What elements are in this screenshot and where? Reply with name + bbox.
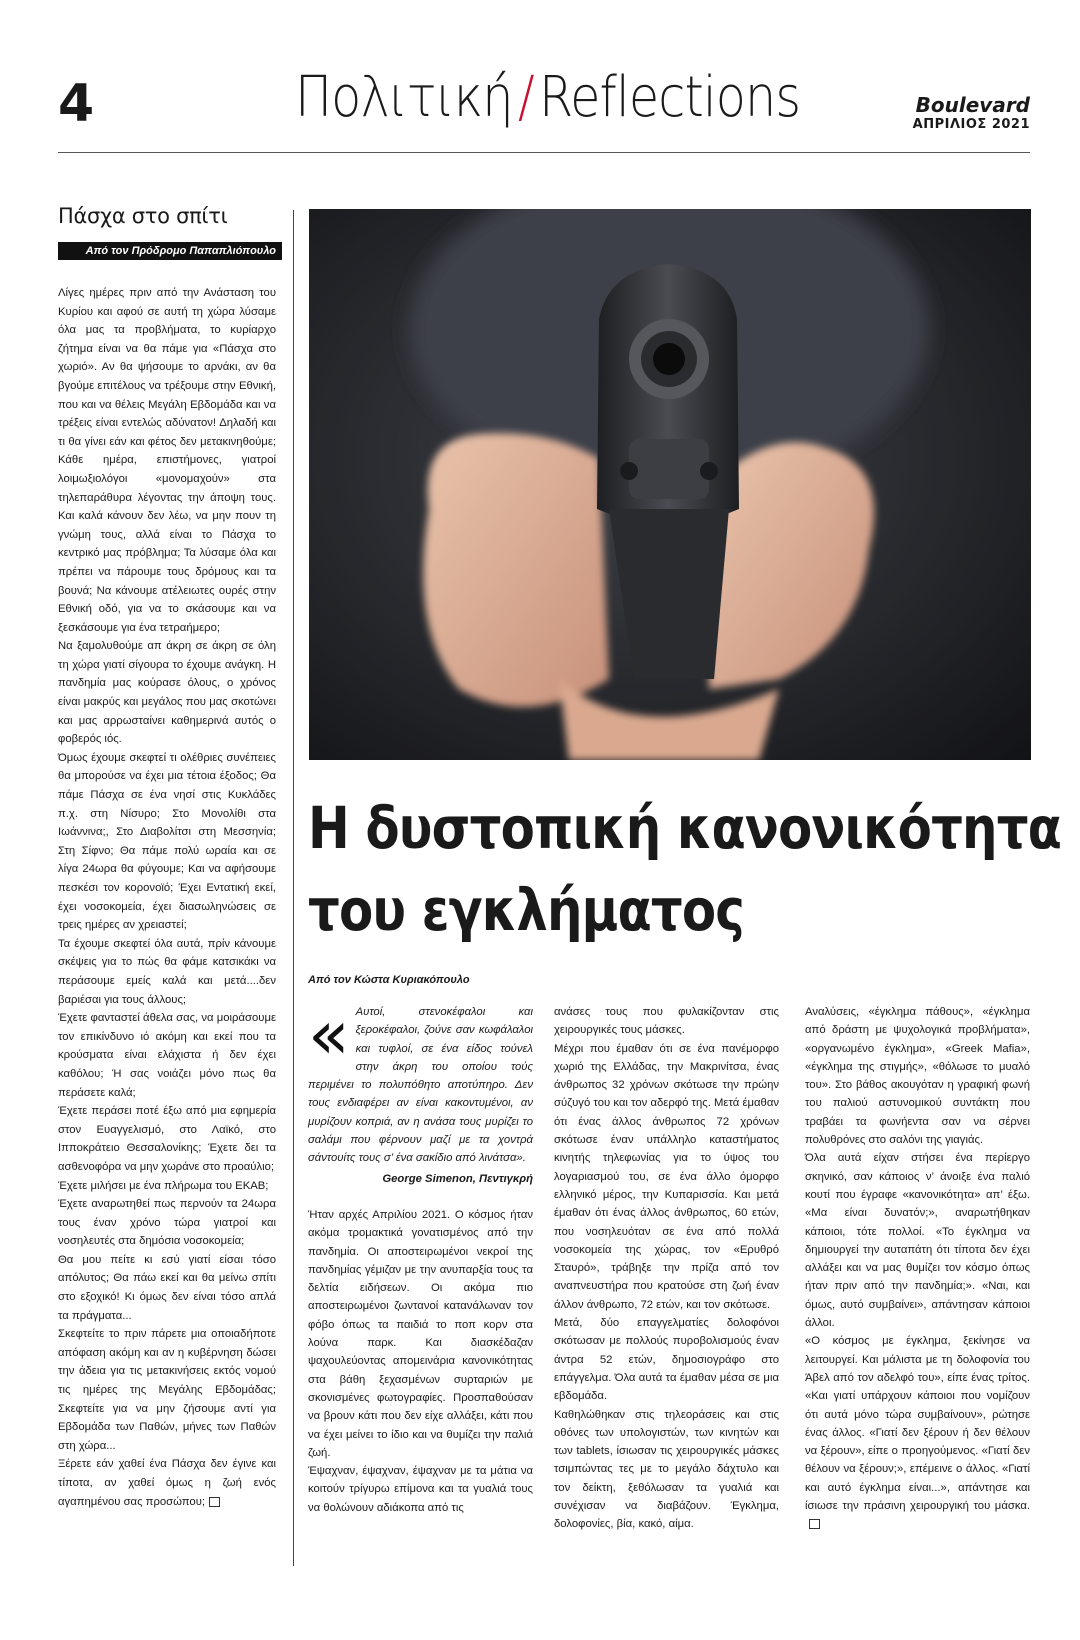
brand-block — [913, 94, 1030, 134]
sidebar-byline: Από τον Πρόδρομο Παπαπλιόπουλο — [58, 242, 282, 260]
brand-logo: Boulevard — [915, 93, 1030, 117]
article-headline — [308, 787, 1062, 951]
article-paragraph — [805, 1332, 1030, 1533]
sidebar-paragraph: Έχετε περάσει ποτέ έξω από μια εφημερία στον Ευαγγελισμό, στο Λαϊκό, στο Ιπποκράτειο Θεσσαλονίκης; Έχετε δει τα ασθενοφόρα να μην χωράνε στο προαύλιο; — [58, 1105, 276, 1173]
article-paragraph: Ήταν αρχές Απριλίου 2021. Ο κόσμος ήταν ακόμα τρομακτικά γονατισμένος από την πανδημία. Οι αποστειρωμένοι νεκροί της πανδημίας γέμιζαν με την ανυπαρξία τους τα δελτία ειδήσεων. Οι ακόμα πιο αποστειρωμένοι ζωντανοί κατανάλωναν τον φόβο όπως τα παιδιά το ποπ κορν στα λούνα παρκ. Και διασκέδαζαν ψαχουλεύοντας απομεινάρια κανονικότητας στα βάθη ξεχασμένων συρταριών με σκονισμένες φωτογραφίες. Προσπαθούσαν να βρουν κάτι που δεν είχε αλλάξει, κάτι που να έχει μείνει το ίδιο και να θυμίζει την παλιά ζωή. — [308, 1208, 533, 1459]
article-paragraph: Μετά, δύο επαγγελματίες δολοφόνοι σκότωσαν με πολλούς πυροβολισμούς έναν άντρα 52 ετών, δημοσιογράφο στο επάγγελμα. Όλα αυτά τα έμαθαν μέσα σε μια εβδομάδα. — [554, 1317, 779, 1403]
column-divider — [293, 210, 294, 1566]
sidebar-paragraph: Λίγες ημέρες πριν από την Ανάσταση του Κυρίου και αφού σε αυτή τη χώρα λύσαμε όλα μας τα προβλήματα, το κυρίαρχο ζήτημα είναι να θα πάμε για «Πάσχα στο χωριό». Αν θα ψήσουμε το αρνάκι, αν θα βγούμε επιτέλους να τρέξουμε στην Εθνική, που και να θέλεις Μεγάλη Εβδομάδα και να τρέξεις είναι εντελώς αδύνατον! Δηλαδή και τι θα γίνει εάν και φέτος δεν μετακινηθούμε; Κάθε ημέρα, επιστήμονες, γιατροί λοιμωξιολόγοι «μονομαχούν» στα τηλεπαράθυρα λέγοντας την άποψη τους. Και καλά κάνουν δεν λέω, να μην πουν τη γνώμη τους, αλλά είναι το Πάσχα το κεντρικό μας πρόβλημα; Τα λύσαμε όλα και πρέπει να πάρουμε τους δρόμους και τα βουνά; Να κάνουμε ατέλειωτες ουρές στην Εθνική οδό, για να το σκάσουμε και να ξεσκάσουμε για ένα τετραήμερο; — [58, 287, 276, 634]
header-divider — [58, 152, 1030, 153]
hero-photo-pistol — [309, 209, 1031, 760]
sidebar-paragraph: Σκεφτείτε το πριν πάρετε μια οποιαδήποτε απόφαση ακόμη και αν η κυβέρνηση δώσει την άδεια για τις μετακινήσεις εκτός νομού τις ημέρες της Μεγάλης Εβδομάδας; Σκεφτείτε για να μην ζήσουμε αντί για Εβδομάδα των Παθών, μήνες των Παθών στη χώρα... — [58, 1328, 276, 1452]
section-title-en: Reflections — [538, 65, 801, 130]
article-paragraph: Μέχρι που έμαθαν ότι σε ένα πανέμορφο χωριό της Ελλάδας, την Μακρινίτσα, ένας άνθρωπος 32 χρόνων σκότωσε την πρώην σύζυγό του και τον αδερφό της. Μετά έμαθαν ότι ένας άλλος άνθρωπος 72 χρόνων σκότωσε έναν υπάλληλο καταστήματος κινητής τηλεφωνίας για το ύψος του λογαριασμού του, σε ένα άλλο όμορφο ελληνικό μέρος, την Κυπαρισσία. Και μετά έμαθαν ότι ένας άλλος άνθρωπος, 60 ετών, που νοσηλευόταν σε ένα από πολλά νοσοκομεία της χώρας, τον «Ερυθρό Σταυρό», τράβηξε την πρίζα από τον αναπνευστήρα που κρατούσε στη ζωή έναν άλλον άνθρωπο, 72 ετών, και τον σκότωσε. — [554, 1042, 779, 1311]
article-paragraph: Έψαχναν, έψαχναν, έψαχναν με τα μάτια να κοιτούν τρίγυρω επίμονα και τα γυαλιά τους να θολώνουν αδιάκοπα από τις — [308, 1465, 533, 1514]
quote-mark: « — [308, 996, 350, 1075]
sidebar-paragraph: Να ξαμολυθούμε απ άκρη σε άκρη σε όλη τη χώρα γιατί σίγουρα το έχουμε ανάγκη. Η πανδημία μας κούρασε όλους, ο χρόνος είναι μακρύς και μεγάλος που μας σκοτώνει και μας αρρωσταίνει καθημερινά αυτός ο φοβερός ιός. — [58, 640, 276, 746]
sidebar-article-body — [58, 284, 276, 1511]
sidebar-paragraph — [58, 1455, 276, 1511]
article-column-3 — [805, 1003, 1030, 1534]
headline-line-1: Η δυστοπική κανονικότητα — [308, 794, 1062, 862]
sidebar-title: Πάσχα στο σπίτι — [58, 204, 228, 228]
headline-line-2: του εγκλήματος — [308, 876, 745, 944]
pistol-illustration — [309, 209, 1031, 760]
sidebar-paragraph: Έχετε φανταστεί άθελα σας, να μοιράσουμε τον επικίνδυνο ιό ακόμη και εκεί που τα κρούσματα είναι ελάχιστα ή δεν έχει καθόλου; Ή σας νοιάζει μόνο πως θα περάσετε καλά; — [58, 1012, 276, 1099]
sidebar-paragraph: Όμως έχουμε σκεφτεί τι ολέθριες συνέπειες θα μπορούσε να έχει μια τέτοια έξοδος; Θα πάμε Πάσχα σε ένα νησί στις Κυκλάδες π.χ. στη Νίσυρο; Στο Μονολίθι στα Ιωάννινα;, Στο Διαβολίτσι στη Μεσσηνία; Στη Σίφνο; Θα πάμε πολύ ωραία και σε λίγα 24ωρα θα φύγουμε; Και να αφήσουμε πεσκέσι τον κορονοϊό; Έχει Εντατική εκεί, έχει νοσοκομεία, έχει διασωληνώσεις σε τρεις ημέρες αν χρειαστεί; — [58, 751, 276, 932]
section-title: Πολιτική — [295, 65, 513, 130]
sidebar-paragraph: Τα έχουμε σκεφτεί όλα αυτά, πρίν κάνουμε σκέψεις για το πώς θα φάμε κατσικάκι να περάσουμε εμείς καλά και μετά....δεν βαριέσαι για τους άλλους; — [58, 937, 276, 1006]
page-number: 4 — [58, 74, 95, 134]
issue-date: ΑΠΡΙΛΙΟΣ 2021 — [912, 117, 1030, 132]
article-column-1 — [308, 996, 533, 1517]
end-square-icon — [809, 1519, 820, 1529]
quote-text: Αυτοί, στενοκέφαλοι και ξεροκέφαλοι, ζούνε σαν κωφάλαλοι και τυφλοί, σε ένα είδος τούνελ στην άκρη του οποίου τούς περιμένει το πολυπόθητο αποτύπηρο. Δεν τους ενδιαφέρει αν είναι κακοντυμένοι, αν μυρίζουν κοπριά, αν η ανάσα τους μυρίζει το σαλάμι που φέρνουν μαζί με τα χοντρά σάντουίτς τους σ’ ένα σακίδιο από λινάτσα». — [308, 1006, 533, 1165]
section-separator: / — [517, 65, 534, 130]
article-paragraph: ανάσες τους που φυλακίζονταν στις χειρουργικές τους μάσκες. — [554, 1006, 779, 1037]
epigraph-quote — [308, 996, 533, 1188]
article-last-text: «Ο κόσμος με έγκλημα, ξεκίνησε να λειτουργεί. Και μάλιστα με τη δολοφονία του Άβελ από τον αδελφό του», είπε ένας τρίτος. «Και γιατί υπάρχουν κάποιοι που νομίζουν ότι αυτά μόνο τώρα συμβαίνουν», ρώτησε ένας άλλος. «Γιατί δεν ξέρουν ή δεν θέλουν να ξέρουν», είπε ο προηγούμενος. «Γιατί δεν θέλουν να ξέρουν;», επέμεινε ο άλλος. «Γιατί και αυτό έγκλημα είναι...», απάντησε και ίσιωσε την πράσινη χειρουργική του μάσκα. — [805, 1335, 1030, 1513]
end-square-icon — [209, 1497, 220, 1507]
sidebar-paragraph: Έχετε αναρωτηθεί πως περνούν τα 24ωρα τους έναν χρόνο τώρα γιατροί και νοσηλευτές στα δημόσια νοσοκομεία; — [58, 1198, 276, 1248]
article-byline: Από τον Κώστα Κυριακόπουλο — [308, 974, 470, 986]
quote-author: George Simenon, Πεντιγκρή — [382, 1172, 533, 1185]
sidebar-paragraph: Θα μου πείτε κι εσύ γιατί είσαι τόσο απόλυτος; Θα πάω εκεί και θα μείνω σπίτι στο εξοχικό! Κι όμως δεν είναι τόσο απλά τα πράγματα... — [58, 1253, 276, 1322]
sidebar-paragraph: Έχετε μιλήσει με ένα πλήρωμα του ΕΚΑΒ; — [58, 1179, 269, 1192]
section-masthead — [295, 65, 801, 130]
sidebar-last-text: Ξέρετε εάν χαθεί ένα Πάσχα δεν έγινε και τίποτα, αν χαθεί όμως η ζωή ενός αγαπημένου σας προσώπου; — [58, 1458, 276, 1508]
article-paragraph: Αναλύσεις, «έγκλημα πάθους», «έγκλημα από δράστη με ψυχολογικά προβλήματα», «οργανωμένο έγκλημα», «Greek Mafia», «έγκλημα της στιγμής», «θόλωσε το μυαλό του». Στο βάθος ακουγόταν η γραφική φωνή του παλιού αστυνομικού συντάκτη που τραβάει τα φωνήεντα σαν να σέρνει πολυθρόνες στο σαλόνι της γιαγιάς. — [805, 1006, 1030, 1147]
article-paragraph: Καθηλώθηκαν στις τηλεοράσεις και στις οθόνες των υπολογιστών, των κινητών και των tablets, ίσιωσαν τις χειρουργικές μάσκες τσιμπώντας τες με το μεγάλο δάχτυλο και τον δείκτη, ξεθόλωσαν τα γυαλιά και συνέχισαν να διαβάζουν. Έγκλημα, δολοφονίες, βία, κακό, αίμα. — [554, 1408, 779, 1531]
article-paragraph: Όλα αυτά είχαν στήσει ένα περίεργο σκηνικό, σαν κάποιος ν’ άνοιξε ένα παλιό κουτί που έγραφε «κανονικότητα» απ’ έξω. «Μα είναι δυνατόν;», αναρωτήθηκαν κάποιοι, τότε πολλοί. «Το έγκλημα να δημιουργεί την αυταπάτη ότι τίποτα δεν έχει αλλάξει και να μας θυμίζει τον κόσμο όπως ήταν πριν από την πανδημία;». «Ναι, και όμως, αυτό συμβαίνει», απάντησαν κάποιοι άλλοι. — [805, 1152, 1030, 1330]
article-column-2 — [554, 1003, 779, 1534]
